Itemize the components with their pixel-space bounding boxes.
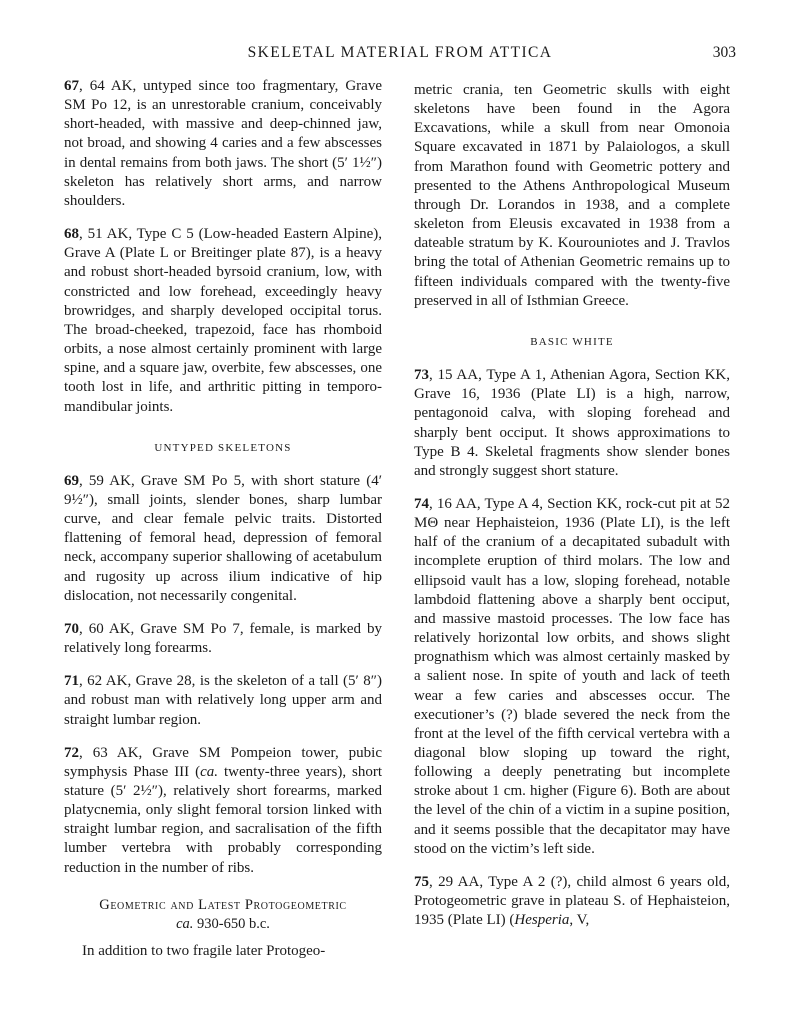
intro-paragraph-continued: metric crania, ten Geometric skulls with eight skeletons have been found in the Agora Excavations, while a skull from near Omonoia Square excavated in 1871 by Palaiologos, a skull from Marathon found with Geometric pottery and presented to the Athens Anthropological Museum through Dr. Lorandos in 1938, and a complete skeleton from Eleusis excavated in 1938 from a dateable stratum by K. Kourouniotes and J. Travlos bring the total of Athenian Geometric remains up to fifteen individuals compared with the twenty-five preserved in all of Isthmian Greece. [414, 82, 730, 309]
section-heading-untyped: UNTYPED SKELETONS [154, 441, 292, 454]
entry-text: , 64 AK, untyped since too fragmentary, Grave SM Po 12, is an unrestorable cranium, conceivably short-headed, with massive and deep-chinned jaw, not broad, and showing 4 caries and a few abscesses in dental remains from both jaws. The short (5′ 1½″) skeleton has relatively short arms, and narrow shoulders. [64, 78, 382, 209]
entry-text: , 51 AK, Type C 5 (Low-headed Eastern Alpine), Grave A (Plate L or Breitinger plate 87), is a heavy and robust short-headed byrsoid cranium, low, with constricted and low forehead, exceedingly heavy browridges, and sharply developed occipital torus. The broad-cheeked, trapezoid, face has rhomboid orbits, a nose almost certainly prominent with large spine, and a square jaw, overbite, few abscesses, one tooth lost in life, and arthritic pitting in temporo-mandibular joints. [64, 226, 382, 415]
page-number: 303 [712, 44, 736, 61]
entry-number: 72 [64, 744, 79, 761]
entry-number: 70 [64, 620, 79, 637]
right-column [414, 81, 730, 944]
entry-text: , 29 AA, Type A 2 (?), child almost 6 years old, Protogeometric grave in plateau S. of Hephaisteion, 1935 (Plate LI) ( [414, 873, 730, 929]
entry-69 [64, 472, 382, 606]
entry-75 [414, 873, 730, 930]
entry-71 [64, 672, 382, 729]
entry-text: , 63 AK, Grave SM Pompeion tower, pubic symphysis Phase III ( [64, 744, 382, 780]
entry-67 [64, 77, 382, 211]
entry-70 [64, 620, 382, 658]
entry-number: 68 [64, 226, 79, 243]
entry-text: twenty-three years), short stature (5′ 2½″), relatively short forearms, marked platycnemia, only slight femoral torsion linked with straight lumbar region, and sacralisation of the fifth lumber vertebra with probably corresponding reduction in the number of ribs. [64, 763, 382, 876]
entry-73 [414, 366, 730, 481]
entry-text: , 16 AA, Type A 4, Section KK, rock-cut pit at 52 MΘ near Hephaisteion, 1936 (Plate LI), is the left half of the cranium of a decapitated subadult with incomplete eruption of third molars. The low and ellipsoid vault has a low, sloping forehead, notable lambdoid flattening above a sharply bent occiput, and massive mastoid processes. The low face has relatively horizontal low orbits, and shows slight prognathism which was almost certainly masked by a salient nose. In spite of youth and lack of teeth wear a few caries and abscesses occur. The executioner’s (?) blade severed the neck from the front at the level of the fifth cervical vertebra with a diagonal blow sloping up toward the right, following a deeply penetrating but incomplete stroke about 1 cm. higher (Figure 6). Both are about the level of the chin of a victim in a supine position, and it seems possible that the decapitator may have stood on the victim’s left side. [414, 495, 730, 857]
entry-number: 73 [414, 367, 429, 384]
entry-text: , 59 AK, Grave SM Po 5, with short stature (4′ 9½″), small joints, slender bones, sharp lumbar curve, and clear female pelvic traits. Distorted flattening of femoral head, depression of femoral neck, accompany superior shallowing of acetabulum and rugosity up across ilium indicative of hip dislocation, not necessarily congenital. [64, 472, 382, 604]
date-range: 930-650 b.c. [193, 915, 270, 932]
section-heading-geometric: Geometric and Latest Protogeometric [99, 896, 347, 913]
section-date [64, 915, 382, 934]
entry-text: , 60 AK, Grave SM Po 7, female, is marked by relatively long forearms. [64, 620, 382, 657]
entry-text-italic: Hesperia [514, 912, 570, 929]
entry-72 [64, 744, 382, 878]
left-column [64, 77, 382, 975]
entry-text: , 15 AA, Type A 1, Athenian Agora, Section KK, Grave 16, 1936 (Plate LI) is a high, narrow, pentagonoid calva, with sloping forehead and sharply bent occiput. It shows approximations to Type B 4. Skeletal fragments show slender bones and strongly suggest short stature. [414, 367, 730, 479]
entry-number: 75 [414, 873, 429, 890]
intro-paragraph-start: In addition to two fragile later Protogeo- [82, 942, 326, 959]
entry-text: , 62 AK, Grave 28, is the skeleton of a tall (5′ 8″) and robust man with relatively long upper arm and straight lumbar region. [64, 673, 382, 728]
entry-74 [414, 495, 730, 859]
entry-number: 74 [414, 495, 429, 512]
running-head [64, 44, 736, 66]
entry-68 [64, 225, 382, 417]
entry-number: 69 [64, 472, 79, 489]
date-ca: ca. [176, 915, 194, 932]
entry-text-italic: ca. [200, 763, 219, 780]
section-heading-basic-white: BASIC WHITE [530, 335, 614, 348]
entry-number: 67 [64, 78, 79, 94]
entry-text: , V, [569, 912, 590, 929]
running-title: SKELETAL MATERIAL FROM ATTICA [247, 44, 553, 61]
entry-number: 71 [64, 673, 79, 690]
